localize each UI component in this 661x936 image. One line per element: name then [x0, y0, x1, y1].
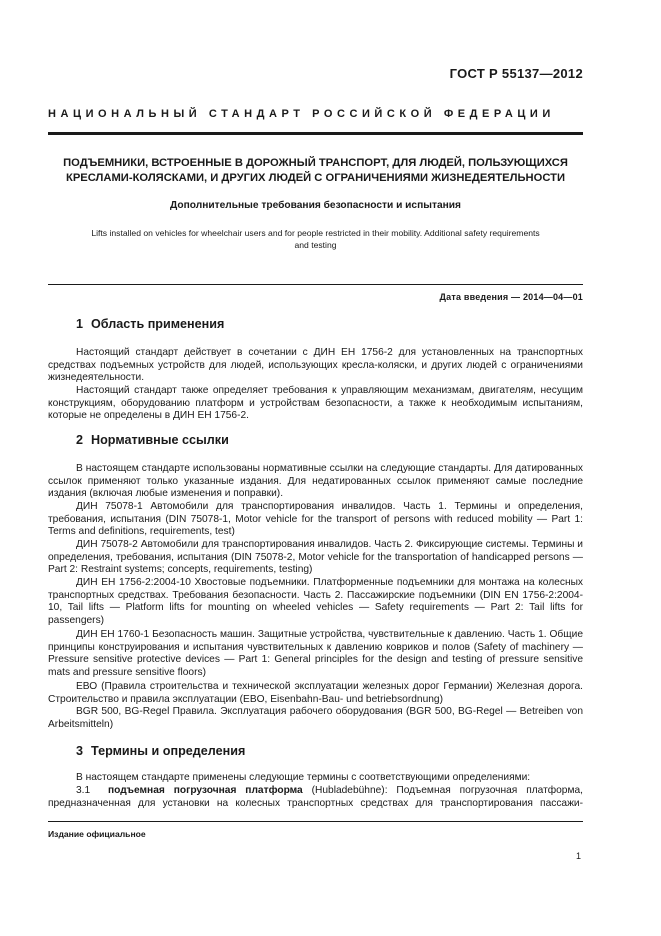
official-edition-label: Издание официальное [48, 829, 146, 839]
section-3-paragraph: В настоящем стандарте применены следующие термины с соответствующими определениями: [76, 772, 531, 783]
section-number: 1 [76, 317, 84, 331]
section-number: 3 [76, 744, 84, 758]
reference-din-75078-1: ДИН 75078-1 Автомобили для транспортирования инвалидов. Часть 1. Термины и определения, требования, испытания (DIN 75078-1, Motor vehicle for the transport of persons with reduced mobility — Part 1: Terms and definitions, requirements, test) [48, 501, 583, 538]
main-title [48, 156, 583, 186]
gost-number: ГОСТ Р 55137—2012 [449, 66, 583, 81]
section-3-heading [76, 744, 245, 758]
page-number: 1 [575, 851, 581, 861]
section-number: 2 [76, 433, 84, 447]
footer-rule [48, 821, 583, 822]
term-3-1 [48, 785, 583, 810]
title-rule [48, 284, 583, 285]
subtitle: Дополнительные требования безопасности и испытания [170, 200, 461, 211]
reference-din-75078-2: ДИН 75078-2 Автомобили для транспортирования инвалидов. Часть 2. Фиксирующие системы. Термины и определения, требования, испытания (DIN 75078-2, Motor vehicle for the transportation of handicapped persons — Part 2: Restraint systems; concepts, requirements, testing) [48, 539, 583, 576]
english-title [48, 227, 583, 251]
main-title-line1: ПОДЪЕМНИКИ, ВСТРОЕННЫЕ В ДОРОЖНЫЙ ТРАНСПОРТ, ДЛЯ ЛЮДЕЙ, ПОЛЬЗУЮЩИХСЯ [63, 157, 568, 169]
section-title: Термины и определения [91, 744, 246, 758]
section-2-paragraph: В настоящем стандарте использованы нормативные ссылки на следующие стандарты. Для датированных ссылок применяют только указанные издания. Для недатированных ссылок применяют самые последние издания (включая любые изменения и поправки). [48, 463, 583, 500]
section-1-paragraph: Настоящий стандарт также определяет требования к управляющим механизмам, двигателям, несущим конструкциям, оборудованию платформ и устройствам безопасности, а также к необходимым испытаниям, которые не определены в ДИН ЕН 1756-2. [48, 385, 583, 422]
reference-din-en-1760-1: ДИН ЕН 1760-1 Безопасность машин. Защитные устройства, чувствительные к давлению. Часть 1. Общие принципы конструирования и испытания чувствительных к давлению ковриков и полов (Safety of machinery — Pressure sensitive protective devices — Part 1: General principles for the design and testing of pressure sensitive mats and pressure sensitive floors) [48, 629, 583, 678]
section-title: Область применения [91, 317, 225, 331]
date-of-introduction: Дата введения — 2014—04—01 [439, 292, 583, 302]
reference-bgr-500: BGR 500, BG-Regel Правила. Эксплуатация рабочего оборудования (BGR 500, BG-Regel — Betreiben von Arbeitsmitteln) [48, 706, 583, 730]
main-title-line2: КРЕСЛАМИ-КОЛЯСКАМИ, И ДРУГИХ ЛЮДЕЙ С ОГРАНИЧЕНИЯМИ ЖИЗНЕДЕЯТЕЛЬНОСТИ [66, 172, 565, 184]
section-1-paragraph: Настоящий стандарт действует в сочетании с ДИН ЕН 1756-2 для установленных на транспортных средствах подъемных устройств для людей, использующих кресла-коляски, и других людей с ограничениями жизнедеятельности. [48, 347, 583, 384]
section-1-heading [76, 317, 224, 331]
section-2-heading [76, 433, 229, 447]
english-title-line2: and testing [294, 240, 337, 250]
term-number: 3.1 [76, 785, 91, 796]
header-rule [48, 132, 583, 135]
national-standard-heading: НАЦИОНАЛЬНЫЙ СТАНДАРТ РОССИЙСКОЙ ФЕДЕРАЦИИ [48, 108, 555, 120]
term-name: подъемная погрузочная платформа [107, 785, 303, 796]
reference-ebo: ЕВО (Правила строительства и технической эксплуатации железных дорог Германии) Железная дорога. Строительство и правила эксплуатации (EBO, Eisenbahn-Bau- und betriebsordnung) [48, 681, 583, 705]
english-title-line1: Lifts installed on vehicles for wheelchair users and for people restricted in their mobility. Additional safety requirements [91, 228, 540, 238]
term-definition: (Hubladebühne): Подъемная погрузочная платформа, предназначенная для установки на колесных транспортных средствах для транспортирования пассажи- [48, 785, 583, 809]
section-title: Нормативные ссылки [91, 433, 229, 447]
reference-din-en-1756-2: ДИН ЕН 1756-2:2004-10 Хвостовые подъемники. Платформенные подъемники для монтажа на колесных транспортных средствах. Требования безопасности. Часть 2. Пассажирские подъемники (DIN EN 1756-2:2004-10, Tail lifts — Platform lifts for mounting on wheeled vehicles — Safety requirements — Part 2: Tail lifts for passengers) [48, 577, 583, 626]
